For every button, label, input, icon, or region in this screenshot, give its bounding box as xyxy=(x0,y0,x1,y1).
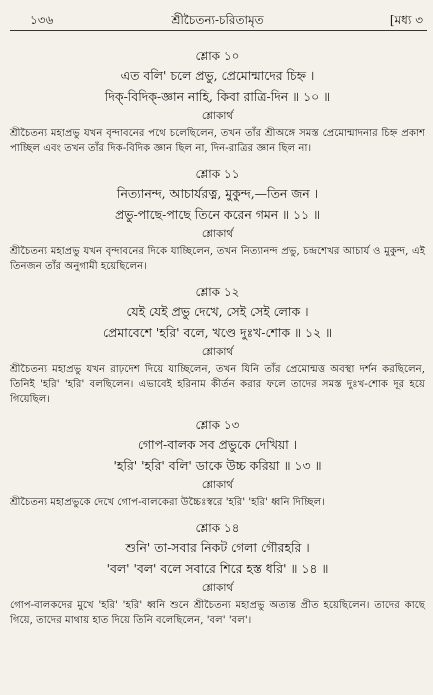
verse-heading: শ্লোক ১৪ xyxy=(195,521,240,535)
page-header xyxy=(8,8,427,30)
verse-line: দিক্-বিদিক্-জ্ঞান নাহি, কিবা রাত্রি-দিন ॥ ১০ ॥ xyxy=(104,89,331,104)
translation-label: শ্লোকার্থ xyxy=(201,110,234,122)
header-rule xyxy=(10,30,427,31)
translation-text: শ্রীচৈতন্য মহাপ্রভু যখন রাঢ়দেশ দিয়ে যাচ্ছিলেন, তখন যিনি তাঁর প্রেমোন্মত্ত অবস্থা দর্শন করছিলেন, তিনিই 'হরি' 'হরি' বলছিলেন। এভাবেই হরিনাম কীর্তন করার ফলে তাদের সমস্ত দুঃখ-শোক দূর হয়ে গিয়েছিল। xyxy=(10,364,425,405)
page-number: ১৩৬ xyxy=(30,13,54,27)
verse-heading: শ্লোক ১২ xyxy=(195,285,240,299)
verse-heading: শ্লোক ১০ xyxy=(195,49,240,63)
running-title: শ্রীচৈতন্য-চরিতামৃত xyxy=(171,13,264,27)
verse-heading: শ্লোক ১১ xyxy=(195,167,240,181)
verse-section-14 xyxy=(10,520,425,628)
translation-text: গোপ-বালকদের মুখে 'হরি' 'হরি' ধ্বনি শুনে শ্রীচৈতন্য মহাপ্রভু অত্যন্ত প্রীত হয়েছিলেন। তাদের কাছে গিয়ে, তাদের মাথায় হাত দিয়ে তিনি বলেছিলেন, 'বল' 'বল'। xyxy=(10,600,425,626)
verse-line: শুনি' তা-সবার নিকট গেলা গৌরহরি । xyxy=(125,540,310,555)
translation-label: শ্লোকার্থ xyxy=(201,346,234,358)
verse-line: প্রভু-পাছে-পাছে তিনে করেন গমন ॥ ১১ ॥ xyxy=(114,207,321,222)
section-marker: [মধ্য ৩ xyxy=(389,13,423,27)
translation-label: শ্লোকার্থ xyxy=(201,228,234,240)
verse-line: গোপ-বালক সব প্রভুকে দেখিয়া । xyxy=(137,437,298,452)
verse-line: নিত্যানন্দ, আচার্যরত্ন, মুকুন্দ,—তিন জন । xyxy=(116,186,319,201)
translation-text: শ্রীচৈতন্য মহাপ্রভু যখন বৃন্দাবনের দিকে যাচ্ছিলেন, তখন নিত্যানন্দ প্রভু, চন্দ্রশেখর আচার্য ও মুকুন্দ, এই তিনজন তাঁর অনুগামী হয়েছিলেন। xyxy=(10,246,425,272)
verse-heading: শ্লোক ১৩ xyxy=(195,418,240,432)
translation-label: শ্লোকার্থ xyxy=(201,582,234,594)
verse-line: প্রেমাবেশে 'হরি' বলে, খণ্ডে দুঃখ-শোক ॥ ১২ ॥ xyxy=(102,325,333,340)
page-body xyxy=(10,48,425,638)
verse-line: যেই যেই প্রভু দেখে, সেই সেই লোক । xyxy=(126,304,309,319)
verse-section-10 xyxy=(10,48,425,156)
verse-section-13 xyxy=(10,417,425,510)
verse-section-12 xyxy=(10,284,425,407)
translation-text: শ্রীচৈতন্য মহাপ্রভু যখন বৃন্দাবনের পথে চলেছিলেন, তখন তাঁর শ্রীঅঙ্গে সমস্ত প্রেমোন্মাদনার চিহ্ন প্রকাশ পাচ্ছিল এবং তখন তাঁর দিক-বিদিক জ্ঞান ছিল না, দিন-রাত্রির জ্ঞান ছিল না। xyxy=(10,128,425,154)
verse-line: 'বল' 'বল' বলে সবারে শিরে হস্ত ধরি' ॥ ১৪ ॥ xyxy=(106,561,329,576)
translation-text: শ্রীচৈতন্য মহাপ্রভুকে দেখে গোপ-বালকেরা উচ্চৈঃস্বরে 'হরি' 'হরি' ধ্বনি দিচ্ছিল। xyxy=(10,497,325,508)
verse-line: 'হরি' 'হরি' বলি' ডাকে উচ্চ করিয়া ॥ ১৩ ॥ xyxy=(113,458,322,473)
verse-section-11 xyxy=(10,166,425,274)
verse-line: এত বলি' চলে প্রভু, প্রেমোন্মাদের চিহ্ন । xyxy=(120,68,315,83)
translation-label: শ্লোকার্থ xyxy=(201,479,234,491)
